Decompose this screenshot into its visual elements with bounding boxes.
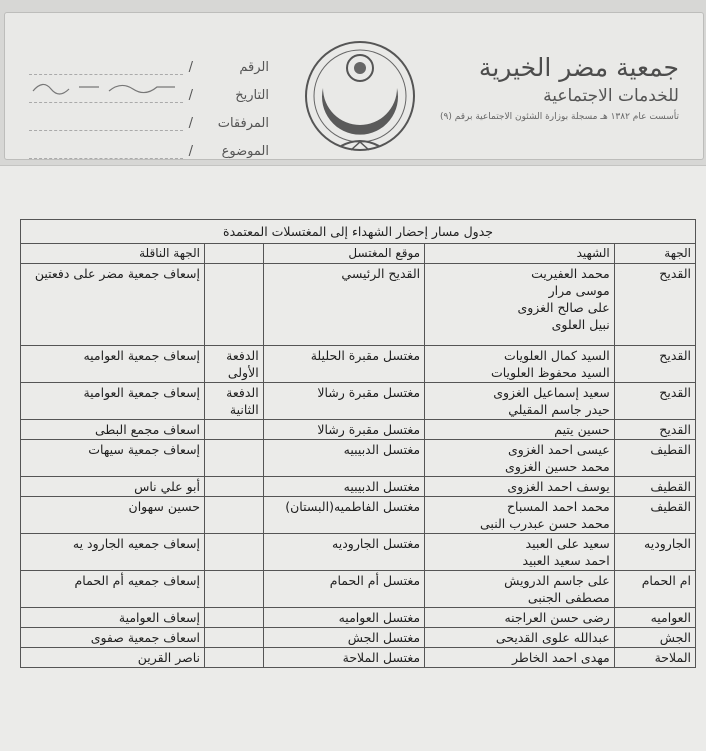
table-header-row	[21, 244, 696, 264]
martyr-name: رضى حسن العراجنه	[504, 610, 610, 625]
cell-batch	[205, 648, 264, 668]
martyr-name: على صالح الغزوى	[517, 300, 610, 315]
cell-batch: الدفعة الثانية	[205, 383, 264, 420]
cell-location: مغتسل الدبيبيه	[263, 440, 424, 477]
field-separator: /	[188, 59, 193, 75]
organization-logo-icon	[301, 38, 419, 158]
martyr-name: نبيل العلوى	[551, 317, 610, 332]
cell-location: مغتسل أم الحمام	[263, 571, 424, 608]
martyr-name: محمد حسين الغزوى	[505, 459, 610, 474]
field-label: الرقم	[239, 59, 269, 75]
table-row	[21, 477, 696, 497]
field-label: المرفقات	[217, 115, 269, 131]
table-row	[21, 608, 696, 628]
cell-martyrs	[425, 440, 615, 477]
cell-batch	[205, 534, 264, 571]
martyr-name: عبدالله علوى القديحى	[495, 630, 610, 645]
cell-location: مغتسل الفاطميه(البستان)	[263, 497, 424, 534]
cell-martyrs	[425, 571, 615, 608]
martyr-name: عيسى احمد الغزوى	[507, 442, 610, 457]
martyr-name: حيدر جاسم المقيلي	[508, 402, 610, 417]
field-line	[29, 116, 183, 131]
table-row	[21, 383, 696, 420]
cell-location: مغتسل مقبرة رشالا	[263, 383, 424, 420]
organization-subtitle: للخدمات الاجتماعية	[543, 86, 679, 106]
cell-region: القطيف	[614, 440, 695, 477]
martyr-name: احمد سعيد العبيد	[522, 553, 610, 568]
table-row	[21, 628, 696, 648]
cell-martyrs	[425, 264, 615, 346]
header-region: الجهة	[614, 244, 695, 264]
cell-region: الجاروديه	[614, 534, 695, 571]
cell-region: العواميه	[614, 608, 695, 628]
table-row	[21, 571, 696, 608]
field-subject	[29, 137, 269, 165]
cell-region: ام الحمام	[614, 571, 695, 608]
cell-martyrs	[425, 534, 615, 571]
martyr-name: مصطفى الجنبى	[527, 590, 610, 605]
martyrs-route-table	[20, 219, 696, 668]
martyr-name: السيد محفوظ العلويات	[490, 365, 610, 380]
table-row	[21, 534, 696, 571]
martyr-name: موسى مرار	[548, 283, 610, 298]
registration-note: تأسست عام ١٣٨٢ هـ مسجلة بوزارة الشئون الاجتماعية برقم (٩)	[440, 112, 679, 122]
cell-martyrs	[425, 477, 615, 497]
cell-region: الجش	[614, 628, 695, 648]
cell-martyrs	[425, 383, 615, 420]
cell-region: القطيف	[614, 477, 695, 497]
martyr-name: سعيد إسماعيل الغزوى	[493, 385, 610, 400]
cell-region: القديح	[614, 420, 695, 440]
cell-batch	[205, 477, 264, 497]
cell-batch	[205, 608, 264, 628]
cell-batch	[205, 571, 264, 608]
table-row	[21, 346, 696, 383]
cell-transport: حسين سهوان	[21, 497, 205, 534]
field-line	[29, 144, 183, 159]
cell-transport: اسعاف جمعية صفوى	[21, 628, 205, 648]
header-martyr: الشهيد	[425, 244, 615, 264]
cell-location: مغتسل الملاحة	[263, 648, 424, 668]
cell-location: مغتسل الدبيبيه	[263, 477, 424, 497]
martyr-name: محمد حسن عبدرب النبى	[480, 516, 610, 531]
field-attachments	[29, 109, 269, 137]
cell-region: القديح	[614, 264, 695, 346]
organization-block	[440, 53, 679, 122]
cell-transport: إسعاف جمعية العوامية	[21, 383, 205, 420]
martyr-name: على جاسم الدرويش	[504, 573, 610, 588]
table-title: جدول مسار إحضار الشهداء إلى المغتسلات المعتمدة	[21, 220, 696, 244]
cell-transport: إسعاف جمعيه الجارود يه	[21, 534, 205, 571]
cell-batch	[205, 440, 264, 477]
table-row	[21, 497, 696, 534]
cell-transport: إسعاف جمعية العواميه	[21, 346, 205, 383]
field-label: التاريخ	[235, 87, 269, 103]
table-title-row	[21, 220, 696, 244]
letter-fields	[29, 53, 269, 165]
header-transport: الجهة الناقلة	[21, 244, 205, 264]
cell-batch	[205, 420, 264, 440]
martyr-name: مهدى احمد الخاطر	[511, 650, 610, 665]
cell-region: القديح	[614, 346, 695, 383]
martyr-name: حسين يتيم	[554, 422, 610, 437]
field-separator: /	[188, 115, 193, 131]
cell-martyrs	[425, 648, 615, 668]
cell-location: مغتسل العواميه	[263, 608, 424, 628]
cell-transport: إسعاف العوامية	[21, 608, 205, 628]
martyr-name: يوسف احمد الغزوى	[507, 479, 610, 494]
martyr-name: سعيد على العبيد	[525, 536, 610, 551]
cell-martyrs	[425, 346, 615, 383]
cell-location: مغتسل الجاروديه	[263, 534, 424, 571]
cell-martyrs	[425, 497, 615, 534]
table-row	[21, 648, 696, 668]
cell-location: مغتسل مقبرة رشالا	[263, 420, 424, 440]
cell-location: القديح الرئيسي	[263, 264, 424, 346]
cell-transport: أبو علي ناس	[21, 477, 205, 497]
field-separator: /	[188, 87, 193, 103]
cell-location: مغتسل مقبرة الحليلة	[263, 346, 424, 383]
cell-batch	[205, 497, 264, 534]
field-separator: /	[188, 143, 193, 159]
cell-transport: إسعاف جمعية سيهات	[21, 440, 205, 477]
table-row	[21, 420, 696, 440]
martyr-name: محمد احمد المسباح	[506, 499, 610, 514]
cell-region: الملاحة	[614, 648, 695, 668]
martyr-name: محمد العفيريت	[531, 266, 610, 281]
cell-martyrs	[425, 608, 615, 628]
field-line	[29, 60, 183, 75]
header-batch	[205, 244, 264, 264]
cell-martyrs	[425, 628, 615, 648]
organization-name: جمعية مضر الخيرية	[478, 53, 679, 82]
martyr-name: السيد كمال العلويات	[503, 348, 610, 363]
cell-batch: الدفعة الأولى	[205, 346, 264, 383]
cell-transport: اسعاف مجمع البطى	[21, 420, 205, 440]
cell-transport: ناصر القرين	[21, 648, 205, 668]
handwritten-date-scribble	[29, 77, 179, 101]
cell-region: القطيف	[614, 497, 695, 534]
cell-region: القديح	[614, 383, 695, 420]
field-label: الموضوع	[221, 143, 269, 159]
header-location: موقع المغتسل	[263, 244, 424, 264]
cell-martyrs	[425, 420, 615, 440]
cell-batch	[205, 264, 264, 346]
table-row	[21, 440, 696, 477]
cell-transport: إسعاف جمعيه أم الحمام	[21, 571, 205, 608]
table-row	[21, 264, 696, 346]
cell-location: مغتسل الجش	[263, 628, 424, 648]
cell-batch	[205, 628, 264, 648]
cell-transport: إسعاف جمعية مضر على دفعتين	[21, 264, 205, 346]
